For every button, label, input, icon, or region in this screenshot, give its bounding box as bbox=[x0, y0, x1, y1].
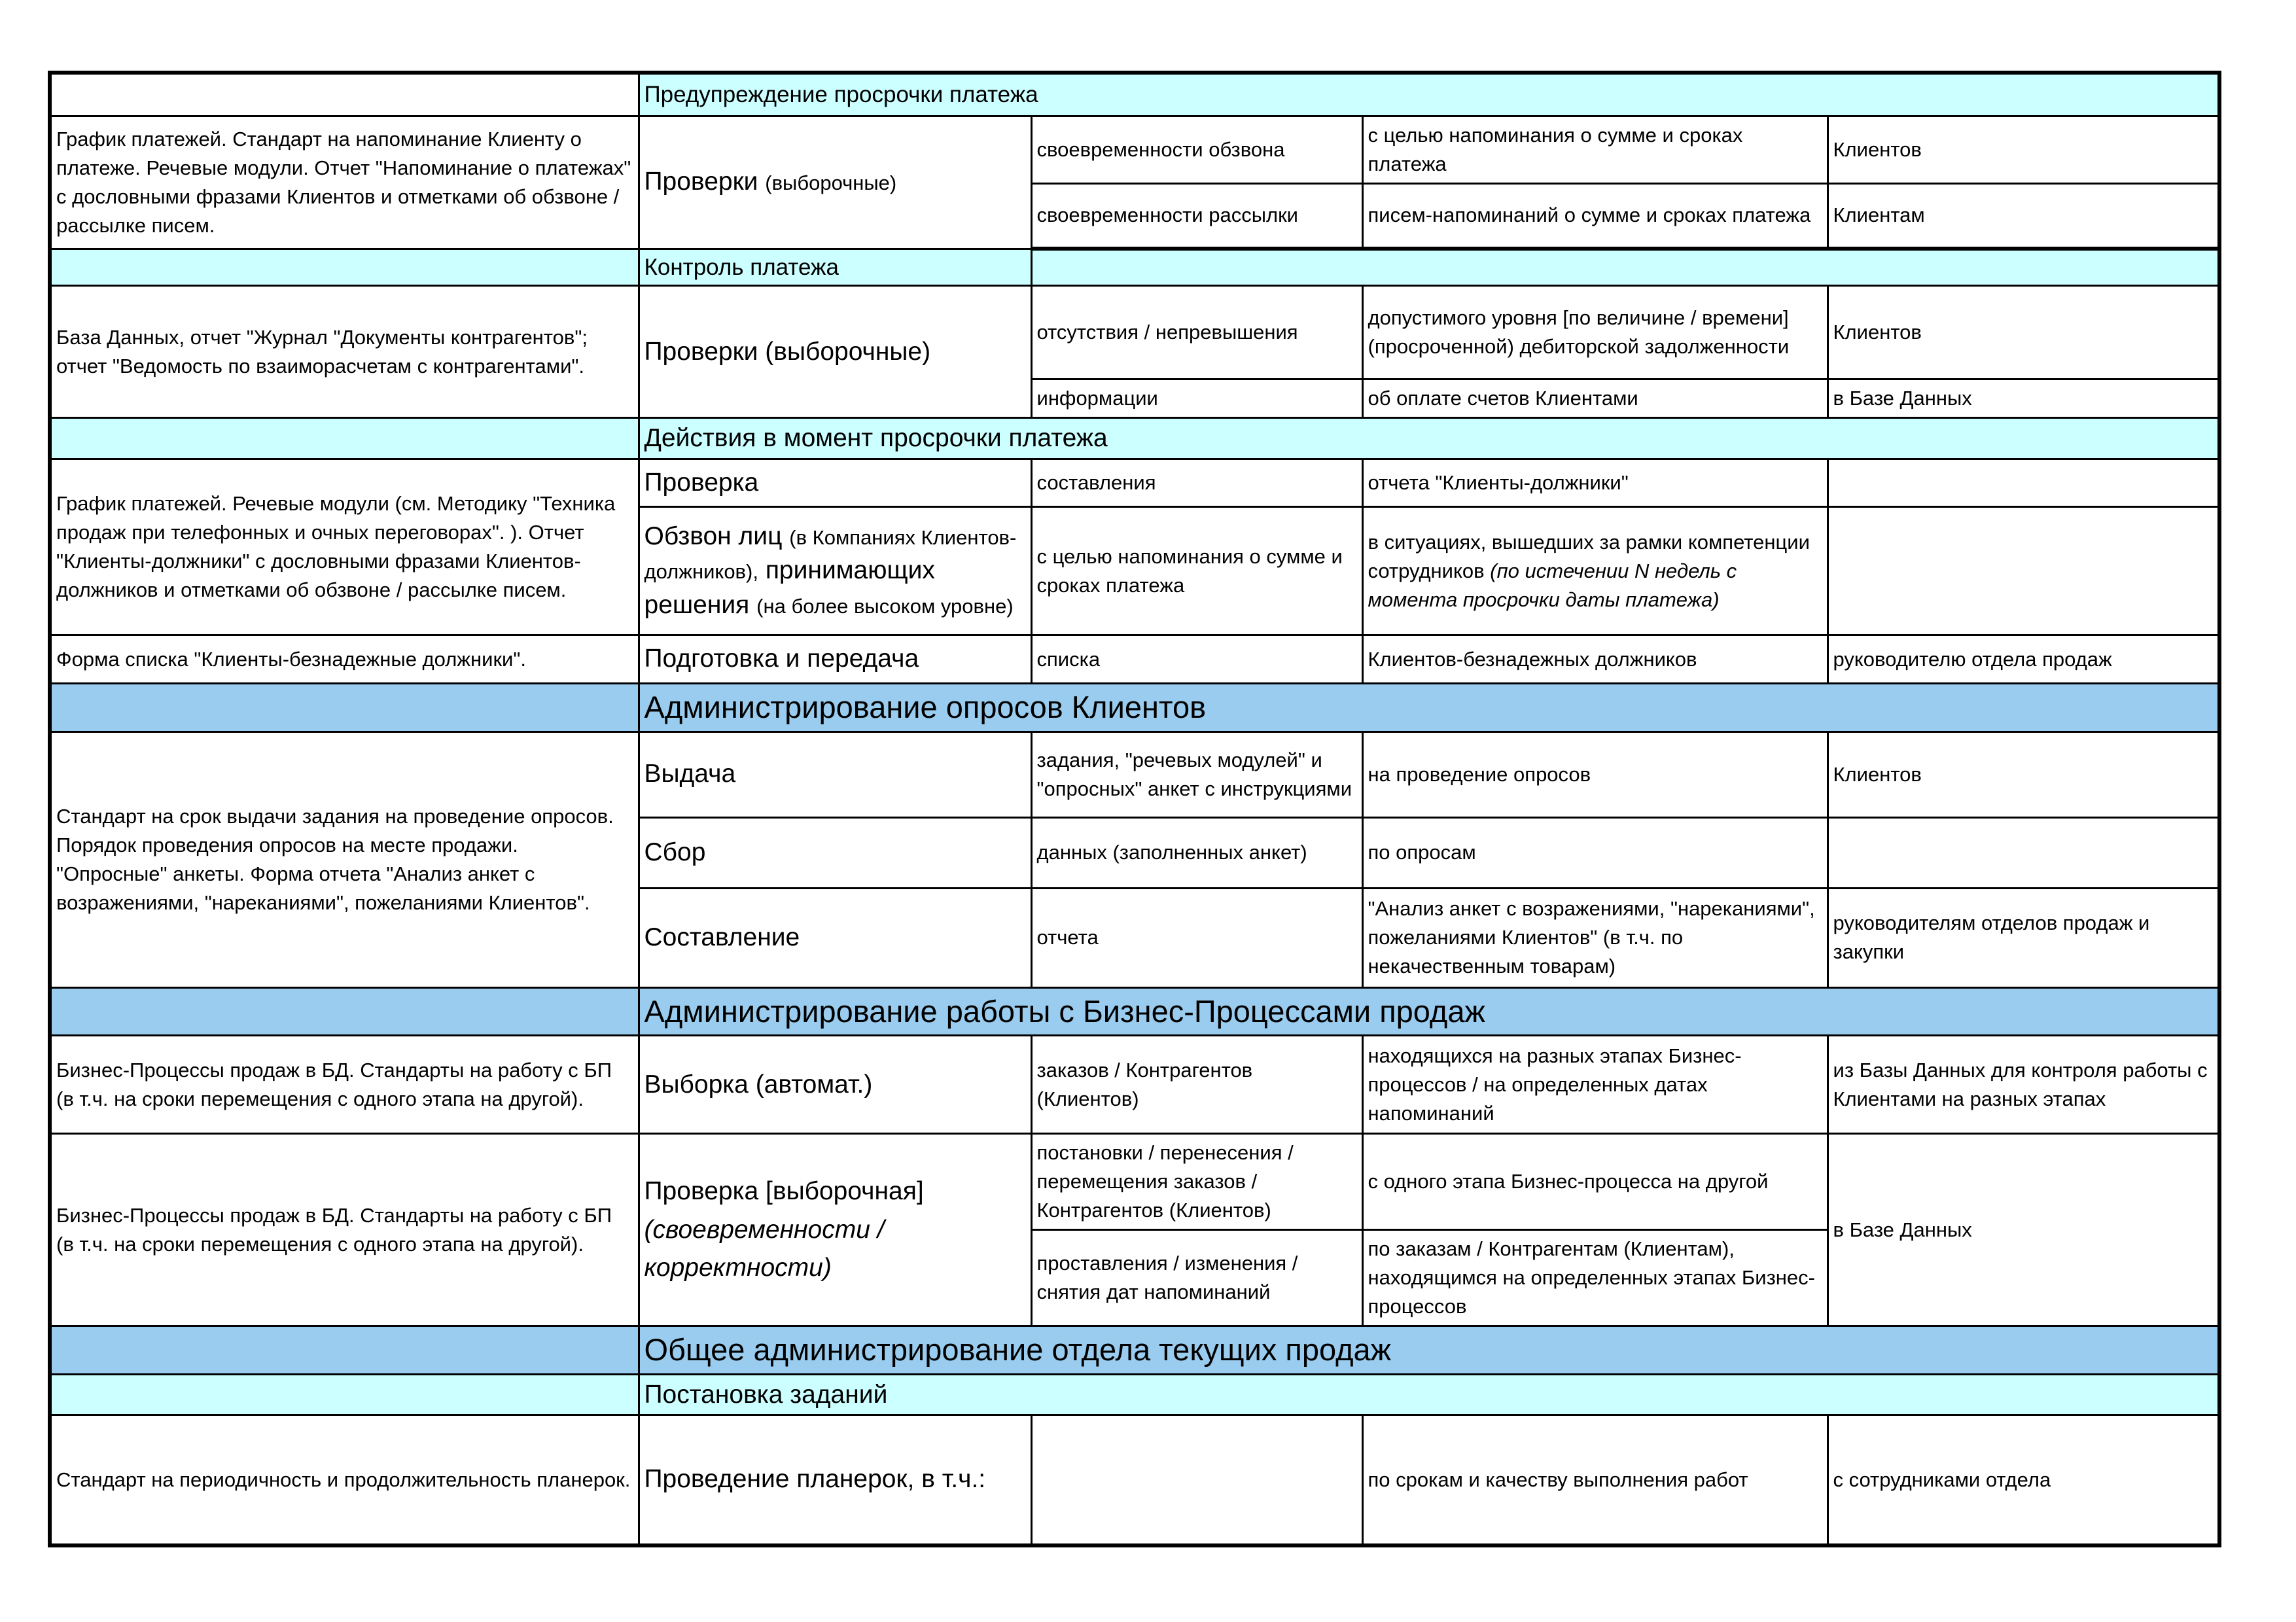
purpose-cell: отчета "Клиенты-должники" bbox=[1362, 459, 1828, 507]
whom-cell: Клиентов bbox=[1828, 116, 2219, 183]
action-cell: Проверка bbox=[639, 459, 1031, 507]
whom-cell bbox=[1828, 817, 2219, 888]
section-subheader-row bbox=[50, 1375, 2219, 1415]
source-documents-cell: Форма списка "Клиенты-безнадежные должники". bbox=[50, 635, 639, 684]
whom-cell: Клиентам bbox=[1828, 183, 2219, 249]
action-cell: Выборка (автомат.) bbox=[639, 1036, 1031, 1134]
what-cell: постановки / перенесения / перемещения заказов / Контрагентов (Клиентов) bbox=[1031, 1134, 1362, 1230]
action-cell: Обзвон лиц (в Компаниях Клиентов-должников), принимающих решения (на более высоком уровне) bbox=[639, 507, 1031, 635]
section-header-row bbox=[50, 73, 2219, 116]
whom-cell bbox=[1828, 507, 2219, 635]
table-row bbox=[50, 635, 2219, 684]
section-header-row bbox=[50, 249, 2219, 286]
whom-cell bbox=[1828, 459, 2219, 507]
what-cell: данных (заполненных анкет) bbox=[1031, 817, 1362, 888]
what-cell bbox=[1031, 1415, 1362, 1545]
table-row bbox=[50, 1036, 2219, 1134]
action-cell: Выдача bbox=[639, 732, 1031, 817]
whom-cell: Клиентов bbox=[1828, 286, 2219, 379]
action-cell: Проведение планерок, в т.ч.: bbox=[639, 1415, 1031, 1545]
action-cell: Подготовка и передача bbox=[639, 635, 1031, 684]
section-header-row bbox=[50, 1326, 2219, 1375]
what-cell: составления bbox=[1031, 459, 1362, 507]
action-cell: Проверки (выборочные) bbox=[639, 116, 1031, 249]
source-documents-cell: Стандарт на срок выдачи задания на проведение опросов. Порядок проведения опросов на месте продажи. "Опросные" анкеты. Форма отчета "Анализ анкет с возражениями, "нареканиями", пожеланиями Клиентов". bbox=[50, 732, 639, 987]
whom-cell: руководителям отделов продаж и закупки bbox=[1828, 888, 2219, 987]
whom-cell: в Базе Данных bbox=[1828, 1134, 2219, 1326]
section-header-row bbox=[50, 987, 2219, 1036]
section-title: Действия в момент просрочки платежа bbox=[639, 418, 2219, 459]
what-cell: информации bbox=[1031, 379, 1362, 418]
purpose-cell: по срокам и качеству выполнения работ bbox=[1362, 1415, 1828, 1545]
whom-cell: руководителю отдела продаж bbox=[1828, 635, 2219, 684]
purpose-cell: с целью напоминания о сумме и сроках платежа bbox=[1362, 116, 1828, 183]
action-cell: Проверки (выборочные) bbox=[639, 286, 1031, 418]
procedures-table bbox=[48, 71, 2221, 1547]
what-cell: списка bbox=[1031, 635, 1362, 684]
section-header-row bbox=[50, 683, 2219, 732]
action-cell: Проверка [выборочная] (своевременности / корректности) bbox=[639, 1134, 1031, 1326]
purpose-cell: находящихся на разных этапах Бизнес-процессов / на определенных датах напоминаний bbox=[1362, 1036, 1828, 1134]
source-documents-cell: Бизнес-Процессы продаж в БД. Стандарты на работу с БП (в т.ч. на сроки перемещения с одного этапа на другой). bbox=[50, 1036, 639, 1134]
table-row bbox=[50, 1134, 2219, 1230]
section-title: Контроль платежа bbox=[639, 249, 1031, 286]
source-documents-cell: График платежей. Стандарт на напоминание Клиенту о платеже. Речевые модули. Отчет "Напоминание о платежах" с дословными фразами Клиентов и отметками об обзвоне / рассылке писем. bbox=[50, 116, 639, 249]
purpose-cell: допустимого уровня [по величине / времени] (просроченной) дебиторской задолженности bbox=[1362, 286, 1828, 379]
purpose-cell: об оплате счетов Клиентами bbox=[1362, 379, 1828, 418]
table-row bbox=[50, 116, 2219, 183]
section-title: Администрирование опросов Клиентов bbox=[639, 683, 2219, 732]
what-cell: заказов / Контрагентов (Клиентов) bbox=[1031, 1036, 1362, 1134]
purpose-cell: "Анализ анкет с возражениями, "нареканиями", пожеланиями Клиентов" (в т.ч. по некачественным товарам) bbox=[1362, 888, 1828, 987]
section-subtitle: Постановка заданий bbox=[639, 1375, 2219, 1415]
what-cell: своевременности рассылки bbox=[1031, 183, 1362, 249]
table-row bbox=[50, 286, 2219, 379]
purpose-cell: писем-напоминаний о сумме и сроках платежа bbox=[1362, 183, 1828, 249]
purpose-cell: с одного этапа Бизнес-процесса на другой bbox=[1362, 1134, 1828, 1230]
purpose-cell: на проведение опросов bbox=[1362, 732, 1828, 817]
section-title: Предупреждение просрочки платежа bbox=[639, 73, 2219, 116]
what-cell: проставления / изменения / снятия дат напоминаний bbox=[1031, 1230, 1362, 1326]
what-cell: своевременности обзвона bbox=[1031, 116, 1362, 183]
whom-cell: с сотрудниками отдела bbox=[1828, 1415, 2219, 1545]
section-title: Общее администрирование отдела текущих продаж bbox=[639, 1326, 2219, 1375]
section-title: Администрирование работы с Бизнес-Процессами продаж bbox=[639, 987, 2219, 1036]
purpose-cell: в ситуациях, вышедших за рамки компетенции сотрудников (по истечении N недель с момента просрочки даты платежа) bbox=[1362, 507, 1828, 635]
whom-cell: из Базы Данных для контроля работы с Клиентами на разных этапах bbox=[1828, 1036, 2219, 1134]
what-cell: отчета bbox=[1031, 888, 1362, 987]
purpose-cell: по заказам / Контрагентам (Клиентам), находящимся на определенных этапах Бизнес-процессов bbox=[1362, 1230, 1828, 1326]
action-cell: Сбор bbox=[639, 817, 1031, 888]
source-documents-cell: Стандарт на периодичность и продолжительность планерок. bbox=[50, 1415, 639, 1545]
source-documents-cell: База Данных, отчет "Журнал "Документы контрагентов"; отчет "Ведомость по взаиморасчетам с контрагентами". bbox=[50, 286, 639, 418]
purpose-cell: по опросам bbox=[1362, 817, 1828, 888]
what-cell: отсутствия / непревышения bbox=[1031, 286, 1362, 379]
section-header-row bbox=[50, 418, 2219, 459]
spreadsheet-page bbox=[48, 71, 2217, 1547]
purpose-cell: Клиентов-безнадежных должников bbox=[1362, 635, 1828, 684]
action-cell: Составление bbox=[639, 888, 1031, 987]
whom-cell: в Базе Данных bbox=[1828, 379, 2219, 418]
source-documents-cell: График платежей. Речевые модули (см. Методику "Техника продаж при телефонных и очных переговорах". ). Отчет "Клиенты-должники" с дословными фразами Клиентов-должников и отметками об обзвоне / рассылке писем. bbox=[50, 459, 639, 635]
what-cell: с целью напоминания о сумме и сроках платежа bbox=[1031, 507, 1362, 635]
source-documents-cell: Бизнес-Процессы продаж в БД. Стандарты на работу с БП (в т.ч. на сроки перемещения с одного этапа на другой). bbox=[50, 1134, 639, 1326]
what-cell: задания, "речевых модулей" и "опросных" анкет с инструкциями bbox=[1031, 732, 1362, 817]
whom-cell: Клиентов bbox=[1828, 732, 2219, 817]
table-row bbox=[50, 459, 2219, 507]
table-row bbox=[50, 732, 2219, 817]
table-row bbox=[50, 1415, 2219, 1545]
